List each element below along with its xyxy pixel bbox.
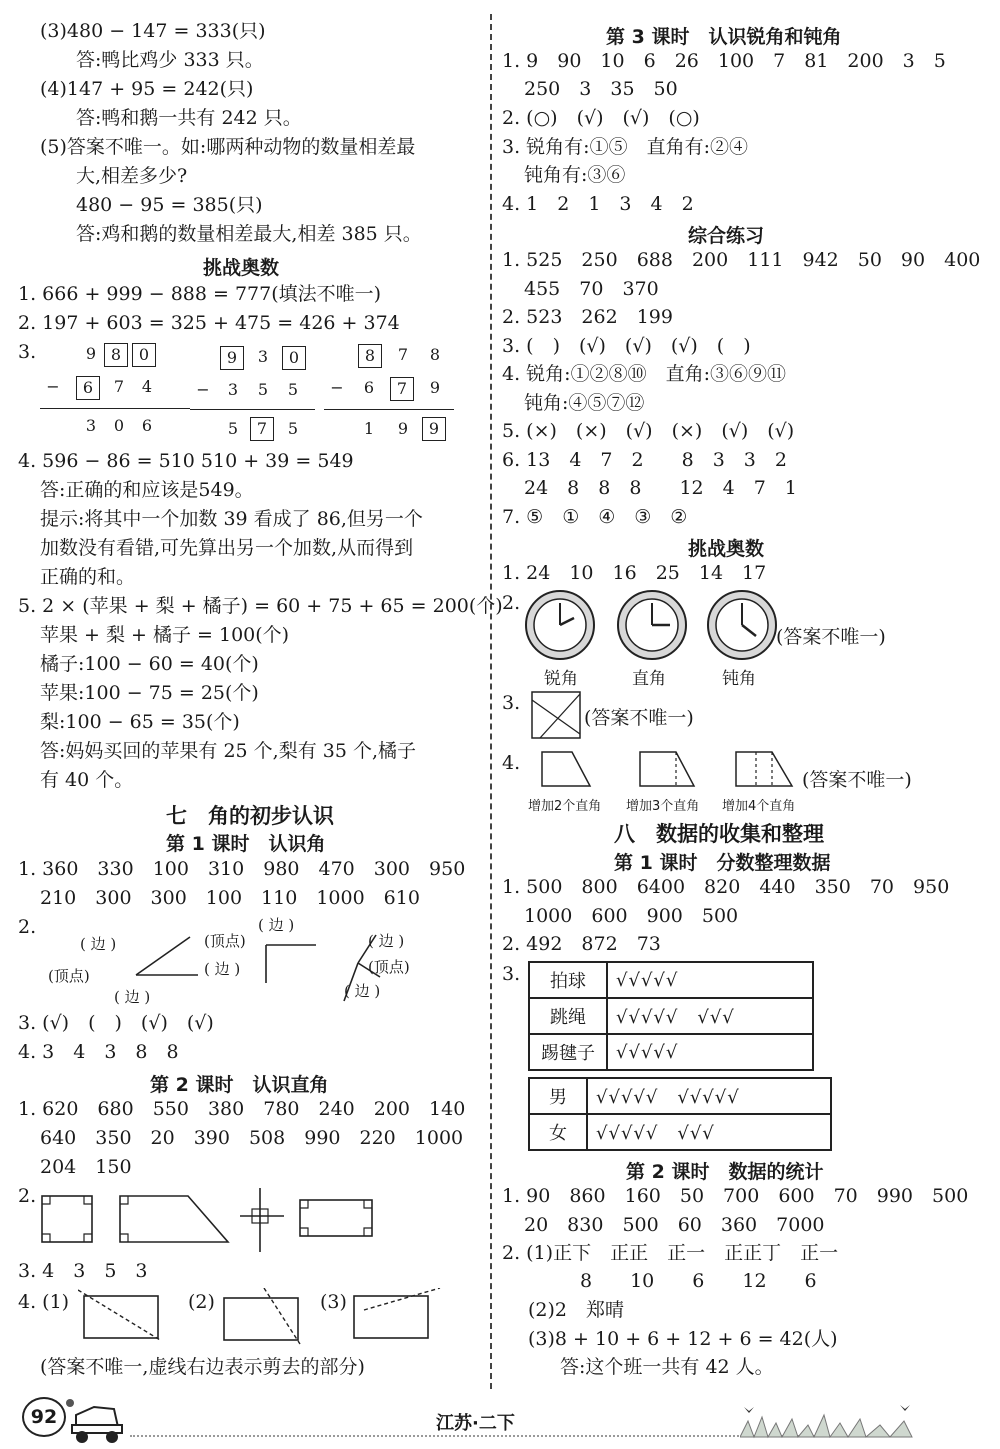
table-cell: 女 [529, 1114, 587, 1150]
note-line: (答案不唯一) [776, 626, 886, 648]
question-number: 2. [502, 592, 521, 614]
unit-title: 八 数据的收集和整理 [614, 822, 824, 846]
side-label: ( 边 ) [204, 960, 241, 978]
answer-line: 钝角有:③⑥ [524, 164, 626, 186]
vertex-label: (顶点) [204, 932, 246, 950]
answer-line: 8 10 6 12 6 [580, 1270, 817, 1292]
answer-line: 1. 666 + 999 − 888 = 777(填法不唯一) [18, 283, 382, 305]
side-label: ( 边 ) [344, 982, 381, 1000]
answer-line: 2. 523 262 199 [502, 306, 673, 328]
answer-line: 橘子:100 − 60 = 40(个) [40, 653, 259, 675]
page-footer [0, 1395, 1000, 1449]
table-cell: √√√√√ [607, 962, 813, 998]
answer-line: 答:鸭和鹅一共有 242 只。 [76, 107, 302, 129]
edition-label: 江苏·二下 [432, 1409, 519, 1435]
vertical-subtraction [40, 340, 190, 440]
digit: 3 [227, 380, 239, 399]
answer-line: 答:正确的和应该是549。 [40, 479, 254, 501]
tally-table-activities [528, 961, 814, 1071]
question-label: (3) [320, 1291, 347, 1313]
table-cell: √√√√√ [607, 1034, 813, 1070]
digit: 5 [257, 380, 269, 399]
table-cell: 拍球 [529, 962, 607, 998]
digit: 5 [287, 380, 299, 399]
question-number: 4. [502, 752, 521, 774]
filled-digit-box: 9 [220, 346, 244, 370]
digit: 4 [141, 377, 153, 396]
page-number-badge [22, 1397, 66, 1437]
answer-line: (4)147 + 95 = 242(只) [40, 78, 254, 100]
answer-line: 答:妈妈买回的苹果有 25 个,梨有 35 个,橘子 [40, 740, 416, 762]
note-line: (答案不唯一) [584, 707, 694, 729]
clock-label: 钝角 [722, 669, 756, 689]
answer-line: 24 8 8 8 12 4 7 1 [524, 477, 797, 499]
hint-line: 正确的和。 [40, 566, 136, 588]
answer-line: 1. 24 10 16 25 14 17 [502, 562, 767, 584]
vertical-subtraction [190, 343, 320, 443]
filled-digit-box: 0 [282, 346, 306, 370]
trapezoid-diagrams [536, 746, 816, 792]
answer-line: 大,相差多少? [76, 165, 188, 187]
answer-line: 1. 500 800 6400 820 440 350 70 950 [502, 876, 950, 898]
answer-line: (3)8 + 10 + 6 + 12 + 6 = 42(人) [528, 1328, 838, 1350]
table-cell: 跳绳 [529, 998, 607, 1034]
table-row [529, 1034, 813, 1070]
answer-line: 答:鸡和鹅的数量相差最大,相差 385 只。 [76, 223, 422, 245]
answer-line: 2. (○) (√) (√) (○) [502, 107, 700, 129]
answer-line: 1. 525 250 688 200 111 942 50 90 400 [502, 249, 981, 271]
digit: 7 [397, 345, 409, 364]
vertical-subtraction [324, 341, 464, 441]
page-number: 92 [30, 1406, 58, 1428]
diagram-caption: 增加2个直角 [528, 799, 602, 814]
table-row [529, 962, 813, 998]
question-label: (2) [188, 1291, 215, 1313]
section-title: 综合练习 [688, 225, 765, 247]
table-row [529, 998, 813, 1034]
answer-line: 5. 2 × (苹果 + 梨 + 橘子) = 60 + 75 + 65 = 200(个) [18, 595, 503, 617]
table-row [529, 1078, 831, 1114]
digit: 9 [397, 419, 409, 438]
answer-line: 640 350 20 390 508 990 220 1000 [40, 1127, 464, 1149]
square-cut-diagram [530, 690, 590, 742]
answer-line: 210 300 300 100 110 1000 610 [40, 887, 420, 909]
answer-line: 苹果:100 − 75 = 25(个) [40, 682, 259, 704]
answer-line: (3)480 − 147 = 333(只) [40, 20, 266, 42]
filled-digit-box: 6 [76, 376, 100, 400]
table-cell: √√√√√ √√√ [607, 998, 813, 1034]
answer-line: 2. 197 + 603 = 325 + 475 = 426 + 374 [18, 312, 400, 334]
cut-rectangles [78, 1288, 458, 1348]
digit: 9 [85, 344, 97, 363]
answer-line: 梨:100 − 65 = 35(个) [40, 711, 240, 733]
lesson-title: 第 2 课时 认识直角 [150, 1074, 329, 1096]
answer-line: (5)答案不唯一。如:哪两种动物的数量相差最 [40, 136, 416, 158]
clock-label: 直角 [632, 669, 666, 689]
answer-line: 250 3 35 50 [524, 78, 678, 100]
answer-line: 455 70 370 [524, 278, 659, 300]
digit: 1 [363, 419, 375, 438]
answer-line: 6. 13 4 7 2 8 3 3 2 [502, 449, 787, 471]
lesson-title: 第 3 课时 认识锐角和钝角 [606, 26, 842, 48]
section-title: 挑战奥数 [203, 257, 280, 279]
lesson-title: 第 2 课时 数据的统计 [626, 1161, 824, 1183]
answer-line: 3. ( ) (√) (√) (√) ( ) [502, 335, 751, 357]
right-angle-shapes [38, 1182, 468, 1257]
table-cell: √√√√√ √√√ [587, 1114, 831, 1150]
answer-line: 20 830 500 60 360 7000 [524, 1214, 825, 1236]
minus-sign: − [196, 380, 210, 399]
question-label: 4. (1) [18, 1291, 70, 1313]
digit: 6 [363, 378, 375, 397]
answer-line: 1. 90 860 160 50 700 600 70 990 500 [502, 1185, 969, 1207]
lesson-title: 第 1 课时 分数整理数据 [614, 852, 831, 874]
filled-digit-box: 8 [358, 344, 382, 368]
answer-line: (2)2 郑晴 [528, 1299, 625, 1321]
answer-line: 答:鸭比鸡少 333 只。 [76, 49, 264, 71]
answer-line: 7. ⑤ ① ④ ③ ② [502, 506, 688, 528]
side-label: ( 边 ) [80, 935, 117, 953]
digit: 3 [257, 347, 269, 366]
filled-digit-box: 0 [132, 343, 156, 367]
answer-line: 1. 360 330 100 310 980 470 300 950 [18, 858, 466, 880]
unit-title: 七 角的初步认识 [166, 804, 334, 828]
vertex-label: (顶点) [368, 958, 410, 976]
answer-line: 3. (√) ( ) (√) (√) [18, 1012, 214, 1034]
clock-label: 锐角 [544, 669, 578, 689]
answer-line: 1. 620 680 550 380 780 240 200 140 [18, 1098, 466, 1120]
answer-line: 4. 锐角:①②⑧⑩ 直角:③⑥⑨⑪ [502, 363, 786, 385]
digit: 3 [85, 416, 97, 435]
answer-line: 1. 9 90 10 6 26 100 7 81 200 3 5 [502, 50, 946, 72]
table-row [529, 1114, 831, 1150]
note-line: (答案不唯一,虚线右边表示剪去的部分) [40, 1356, 365, 1378]
side-label: ( 边 ) [258, 916, 295, 934]
clock-icons [524, 588, 784, 664]
answer-line: 480 − 95 = 385(只) [76, 194, 263, 216]
grass-decoration-icon [740, 1399, 920, 1439]
filled-digit-box: 7 [390, 377, 414, 401]
digit: 0 [113, 416, 125, 435]
answer-line: 4. 1 2 1 3 4 2 [502, 193, 694, 215]
answer-line: 4. 596 − 86 = 510 510 + 39 = 549 [18, 450, 354, 472]
question-number: 3. [502, 692, 521, 714]
answer-line: 4. 3 4 3 8 8 [18, 1041, 179, 1063]
side-label: ( 边 ) [114, 988, 151, 1006]
section-title: 挑战奥数 [688, 538, 765, 560]
table-cell: 踢毽子 [529, 1034, 607, 1070]
filled-digit-box: 7 [250, 417, 274, 441]
answer-line: 2. 492 872 73 [502, 933, 661, 955]
digit: 7 [113, 377, 125, 396]
side-label: ( 边 ) [368, 932, 405, 950]
table-cell: √√√√√ √√√√√ [587, 1078, 831, 1114]
answer-line: 苹果 + 梨 + 橘子 = 100(个) [40, 624, 290, 646]
minus-sign: − [330, 378, 344, 397]
minus-sign: − [46, 377, 60, 396]
answer-line: 答:这个班一共有 42 人。 [560, 1356, 774, 1378]
answer-line: 3. 锐角有:①⑤ 直角有:②④ [502, 136, 748, 158]
tally-table-gender [528, 1077, 832, 1151]
digit: 6 [141, 416, 153, 435]
digit: 5 [287, 419, 299, 438]
question-number: 3. [18, 341, 37, 363]
hint-line: 提示:将其中一个加数 39 看成了 86,但另一个 [40, 508, 423, 530]
diagram-caption: 增加3个直角 [626, 799, 700, 814]
question-number: 2. [18, 1185, 37, 1207]
car-icon [64, 1397, 128, 1445]
answer-line: 204 150 [40, 1156, 132, 1178]
answer-line: 3. 4 3 5 3 [18, 1260, 148, 1282]
note-line: (答案不唯一) [802, 769, 912, 791]
answer-line: 2. (1)正下 正正 正一 正正丁 正一 [502, 1242, 839, 1264]
filled-digit-box: 8 [104, 343, 128, 367]
answer-line: 1000 600 900 500 [524, 905, 739, 927]
hint-line: 加数没有看错,可先算出另一个加数,从而得到 [40, 537, 414, 559]
vertex-label: (顶点) [48, 967, 90, 985]
digit: 5 [227, 419, 239, 438]
question-number: 3. [502, 963, 521, 985]
answer-line: 5. (×) (×) (√) (×) (√) (√) [502, 420, 795, 442]
answer-line: 有 40 个。 [40, 769, 134, 791]
question-number: 2. [18, 916, 37, 938]
digit: 8 [429, 345, 441, 364]
digit: 9 [429, 378, 441, 397]
filled-digit-box: 9 [422, 417, 446, 441]
column-divider [490, 14, 492, 1389]
answer-line: 钝角:④⑤⑦⑫ [524, 392, 645, 414]
diagram-caption: 增加4个直角 [722, 799, 796, 814]
table-cell: 男 [529, 1078, 587, 1114]
lesson-title: 第 1 课时 认识角 [166, 833, 326, 855]
